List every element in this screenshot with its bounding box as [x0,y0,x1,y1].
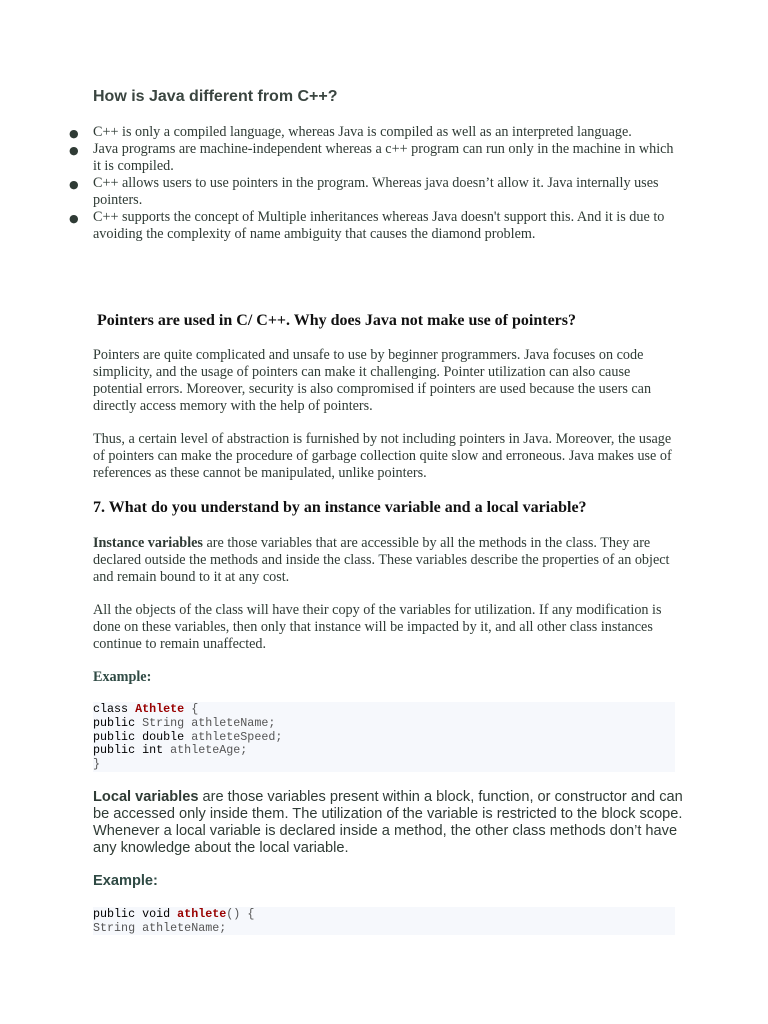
instance-copies-paragraph: All the objects of the class will have their copy of the variables for utilization. If any modification is done on these variables, then only that instance will be impacted by it, and all other class instances continue to remain unaffected. [93,602,662,652]
code-line: public String athleteName; [93,715,276,730]
instance-variables-term: Instance variables [93,535,203,551]
code-line: public void athlete() { [93,907,255,921]
list-item: ● C++ supports the concept of Multiple inheritances whereas Java doesn't support this. And it is due to avoiding the complexity of name ambiguity that causes the diamond problem. [69,209,665,242]
code-line: public double athleteSpeed; [93,729,283,744]
section-heading-instance-local: 7. What do you understand by an instance variable and a local variable? [93,499,587,516]
bullet-icon: ● [69,144,79,157]
list-item: ● C++ allows users to use pointers in the program. Whereas java doesn’t allow it. Java internally uses pointers. [69,175,659,208]
code-block-athlete-method [93,907,675,935]
list-item: ● Java programs are machine-independent whereas a c++ program can run only in the machine in which it is compiled. [69,141,674,174]
pointers-paragraph-1: Pointers are quite complicated and unsafe to use by beginner programmers. Java focuses on code simplicity, and the usage of pointers can make it challenging. Pointer utilization can also cause potential errors. Moreover, security is also compromised if pointers are used because the users can directly access memory with the help of pointers. [93,347,652,414]
example-label-2: Example: [93,873,158,889]
local-variables-term: Local variables [93,789,199,805]
example-label: Example: [93,669,152,685]
local-variables-paragraph [93,789,683,857]
list-item: ● C++ is only a compiled language, whereas Java is compiled as well as an interpreted language. [69,124,632,140]
instance-variables-paragraph [93,535,683,586]
code-line: } [93,757,101,772]
instance-variables-text: are those variables that are accessible by all the methods in the class. They are declared outside the methods and inside the class. These variables describe the properties of an object and remain bound to it at any cost. [93,535,670,585]
code-block-athlete-class [93,702,675,772]
section-heading-java-vs-cpp: How is Java different from C++? [93,88,338,105]
local-variables-text: are those variables present within a block, function, or constructor and can be accessed only inside them. The utilization of the variable is restricted to the block scope. Whenever a local variable is declared inside a method, the other class methods don’t have any knowledge about the local variable. [93,789,683,856]
section-heading-pointers: Pointers are used in C/ C++. Why does Java not make use of pointers? [97,312,576,329]
bullet-icon: ● [69,178,79,191]
java-vs-cpp-list [69,124,683,243]
bullet-icon: ● [69,127,79,140]
code-line: class Athlete { [93,702,199,716]
code-line: public int athleteAge; [93,743,248,758]
pointers-paragraph-2: Thus, a certain level of abstraction is furnished by not including pointers in Java. Moreover, the usage of pointers can make the procedure of garbage collection quite slow and erroneous. Java makes use of references as these cannot be manipulated, unlike pointers. [93,431,672,481]
bullet-icon: ● [69,212,79,225]
code-line: String athleteName; [93,920,227,935]
